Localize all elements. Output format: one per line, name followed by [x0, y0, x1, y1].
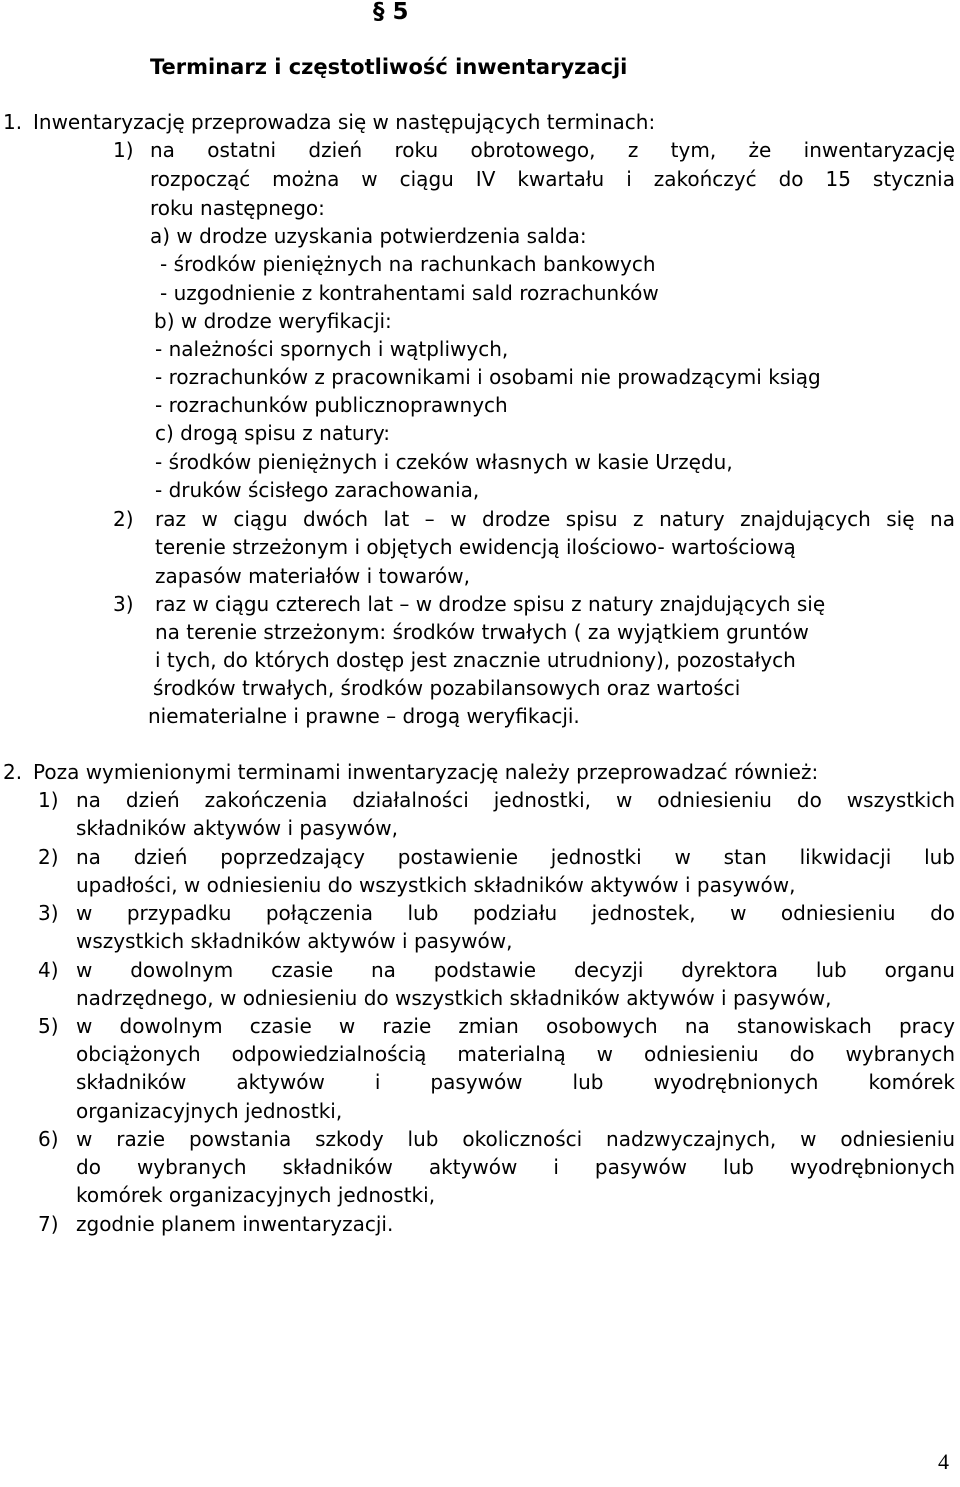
p2-item-line: w dowolnym czasie w razie zmian osobowych na stanowiskach pracy	[76, 1014, 955, 1038]
subpoint-a-bullet: - uzgodnienie z kontrahentami sald rozrachunków	[160, 281, 659, 305]
subpoint-c: c) drogą spisu z natury:	[155, 421, 390, 445]
subpoint-b-bullet: - rozrachunków publicznoprawnych	[155, 393, 508, 417]
page-number: 4	[938, 1449, 949, 1474]
p2-item-line: składników aktywów i pasywów,	[76, 816, 398, 840]
item-3-line: i tych, do których dostęp jest znacznie utrudniony), pozostałych	[155, 648, 796, 672]
subpoint-b: b) w drodze weryfikacji:	[154, 309, 392, 333]
paragraph-2-intro: Poza wymienionymi terminami inwentaryzację należy przeprowadzać również:	[33, 760, 819, 784]
p2-item-line: do wybranych składników aktywów i pasywów lub wyodrębnionych	[76, 1155, 955, 1179]
p2-item-number: 1)	[38, 788, 59, 812]
item-3-line: środków trwałych, środków pozabilansowych oraz wartości	[153, 676, 741, 700]
p2-item-number: 7)	[38, 1212, 59, 1236]
subpoint-c-bullet: - druków ścisłego zarachowania,	[155, 478, 480, 502]
subpoint-b-bullet: - rozrachunków z pracownikami i osobami nie prowadzącymi ksiąg	[155, 365, 821, 389]
subpoint-c-bullet: - środków pieniężnych i czeków własnych w kasie Urzędu,	[155, 450, 733, 474]
section-mark: § 5	[373, 0, 409, 25]
item-1-line: rozpocząć można w ciągu IV kwartału i zakończyć do 15 stycznia	[150, 167, 955, 191]
p2-item-line: w przypadku połączenia lub podziału jednostek, w odniesieniu do	[76, 901, 955, 925]
item-3-line: raz w ciągu czterech lat – w drodze spisu z natury znajdujących się	[155, 592, 826, 616]
p2-item-number: 6)	[38, 1127, 59, 1151]
p2-item-line: zgodnie planem inwentaryzacji.	[76, 1212, 394, 1236]
paragraph-2-number: 2.	[3, 760, 23, 784]
page-title: Terminarz i częstotliwość inwentaryzacji	[150, 55, 628, 79]
p2-item-number: 3)	[38, 901, 59, 925]
item-3-number: 3)	[113, 592, 134, 616]
item-2-number: 2)	[113, 507, 134, 531]
p2-item-line: wszystkich składników aktywów i pasywów,	[76, 929, 513, 953]
p2-item-number: 5)	[38, 1014, 59, 1038]
subpoint-a: a) w drodze uzyskania potwierdzenia salda:	[150, 224, 587, 248]
p2-item-number: 4)	[38, 958, 59, 982]
p2-item-line: komórek organizacyjnych jednostki,	[76, 1183, 436, 1207]
p2-item-line: na dzień zakończenia działalności jednostki, w odniesieniu do wszystkich	[76, 788, 955, 812]
p2-item-line: organizacyjnych jednostki,	[76, 1099, 343, 1123]
item-2-line: zapasów materiałów i towarów,	[155, 564, 470, 588]
paragraph-1-number: 1.	[3, 110, 23, 134]
p2-item-line: na dzień poprzedzający postawienie jednostki w stan likwidacji lub	[76, 845, 955, 869]
item-1-line: na ostatni dzień roku obrotowego, z tym, że inwentaryzację	[150, 138, 955, 162]
item-3-line: niematerialne i prawne – drogą weryfikacji.	[148, 704, 580, 728]
p2-item-line: składników aktywów i pasywów lub wyodrębnionych komórek	[76, 1070, 955, 1094]
item-3-line: na terenie strzeżonym: środków trwałych ( za wyjątkiem gruntów	[155, 620, 809, 644]
item-2-line: terenie strzeżonym i objętych ewidencją ilościowo- wartościową	[155, 535, 796, 559]
p2-item-line: upadłości, w odniesieniu do wszystkich składników aktywów i pasywów,	[76, 873, 796, 897]
item-2-line: raz w ciągu dwóch lat – w drodze spisu z natury znajdujących się na	[155, 507, 955, 531]
p2-item-line: w dowolnym czasie na podstawie decyzji dyrektora lub organu	[76, 958, 955, 982]
subpoint-b-bullet: - należności spornych i wątpliwych,	[155, 337, 509, 361]
item-1-line: roku następnego:	[150, 196, 325, 220]
p2-item-number: 2)	[38, 845, 59, 869]
p2-item-line: obciążonych odpowiedzialnością materialną w odniesieniu do wybranych	[76, 1042, 955, 1066]
p2-item-line: nadrzędnego, w odniesieniu do wszystkich składników aktywów i pasywów,	[76, 986, 832, 1010]
subpoint-a-bullet: - środków pieniężnych na rachunkach bankowych	[160, 252, 656, 276]
p2-item-line: w razie powstania szkody lub okoliczności nadzwyczajnych, w odniesieniu	[76, 1127, 955, 1151]
paragraph-1-intro: Inwentaryzację przeprowadza się w następujących terminach:	[33, 110, 656, 134]
item-1-number: 1)	[113, 138, 134, 162]
